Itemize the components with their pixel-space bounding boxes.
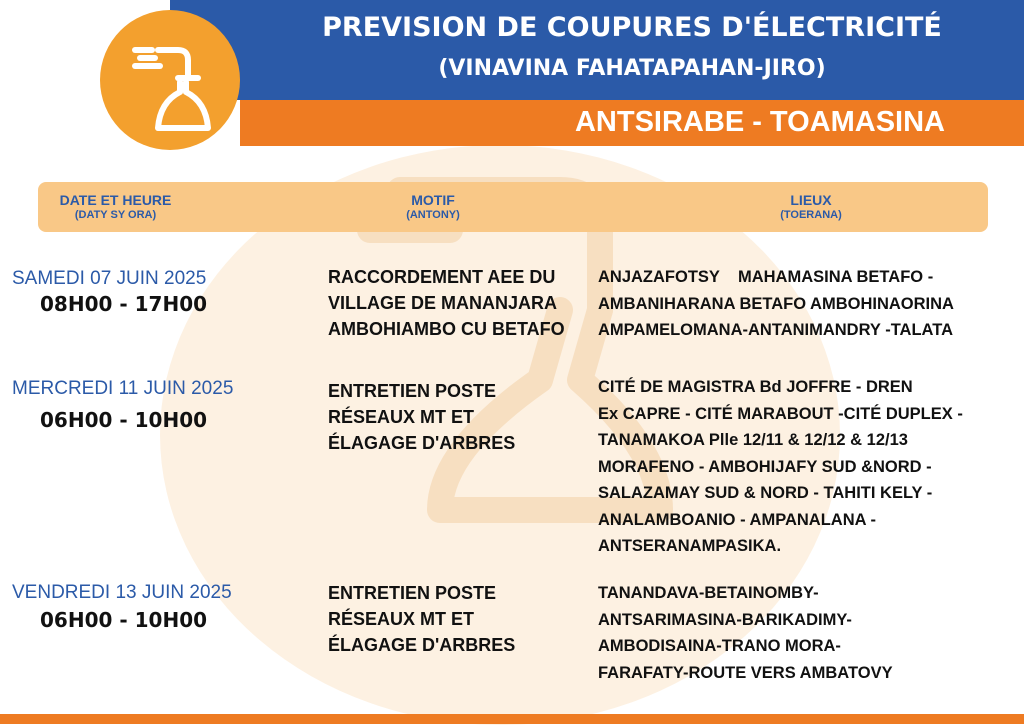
motif-line: ÉLAGAGE D'ARBRES — [328, 433, 516, 453]
water-tap-icon — [100, 10, 240, 150]
outage-date: SAMEDI 07 JUIN 2025 — [12, 268, 207, 289]
location-line: MORAFENO - AMBOHIJAFY SUD &NORD - — [598, 457, 932, 476]
outage-date: MERCREDI 11 JUIN 2025 — [12, 378, 234, 399]
outage-time: 08H00 - 17H00 — [40, 292, 208, 316]
motif-line: RÉSEAUX MT ET — [328, 609, 475, 629]
location-line: SALAZAMAY SUD & NORD - TAHITI KELY - — [598, 484, 933, 502]
outage-time: 06H00 - 10H00 — [40, 408, 208, 432]
outage-motif — [328, 264, 565, 342]
motif-line: ENTRETIEN POSTE — [328, 381, 497, 401]
column-header-sub: (DATY SY ORA) — [74, 209, 157, 221]
location-line: ANTSARIMASINA-BARIKADIMY- — [598, 610, 852, 629]
page-title: PREVISION DE COUPURES D'ÉLECTRICITÉ — [322, 12, 942, 43]
location-line: Ex CAPRE - CITÉ MARABOUT -CITÉ DUPLEX - — [598, 404, 963, 423]
location-line: ANALAMBOANIO - AMPANALANA - — [598, 510, 877, 529]
logo — [100, 10, 240, 150]
outage-locations — [598, 374, 963, 560]
column-header-sub: (ANTONY) — [406, 209, 460, 221]
column-header-label: DATE ET HEURE — [59, 192, 172, 208]
column-header-label: LIEUX — [790, 192, 832, 208]
location-line: TANAMAKOA Plle 12/11 & 12/12 & 12/13 — [598, 431, 908, 449]
region-title: ANTSIRABE - TOAMASINA — [574, 106, 946, 138]
motif-line: VILLAGE DE MANANJARA — [328, 293, 558, 313]
column-header-sub: (TOERANA) — [780, 209, 842, 221]
motif-line: ENTRETIEN POSTE — [328, 583, 497, 603]
motif-line: AMBOHIAMBO CU BETAFO — [328, 319, 565, 339]
location-line: AMBODISAINA-TRANO MORA- — [598, 637, 841, 655]
location-line: AMBANIHARANA BETAFO AMBOHINAORINA — [598, 294, 954, 313]
outage-motif — [328, 378, 515, 456]
location-line: ANJAZAFOTSY MAHAMASINA BETAFO - — [598, 268, 934, 286]
outage-locations — [598, 580, 893, 686]
table-header — [38, 182, 988, 232]
motif-line: ÉLAGAGE D'ARBRES — [328, 635, 516, 655]
location-line: CITÉ DE MAGISTRA Bd JOFFRE - DREN — [598, 378, 913, 396]
motif-line: RÉSEAUX MT ET — [328, 407, 475, 427]
column-header-motif — [358, 192, 508, 221]
location-line: AMPAMELOMANA-ANTANIMANDRY -TALATA — [598, 321, 953, 339]
column-header-lieux — [738, 192, 884, 221]
outage-time: 06H00 - 10H00 — [40, 608, 208, 632]
footer-orange-band — [0, 714, 1024, 724]
outage-motif — [328, 580, 515, 658]
outage-locations — [598, 264, 954, 344]
location-line: TANANDAVA-BETAINOMBY- — [598, 584, 819, 602]
column-header-date — [38, 192, 193, 221]
page-title-local: (VINAVINA FAHATAPAHAN-JIRO) — [438, 56, 826, 81]
column-header-label: MOTIF — [411, 192, 455, 208]
outage-date: VENDREDI 13 JUIN 2025 — [12, 582, 232, 603]
location-line: ANTSERANAMPASIKA. — [598, 537, 782, 555]
motif-line: RACCORDEMENT AEE DU — [328, 267, 556, 287]
location-line: FARAFATY-ROUTE VERS AMBATOVY — [598, 663, 893, 682]
